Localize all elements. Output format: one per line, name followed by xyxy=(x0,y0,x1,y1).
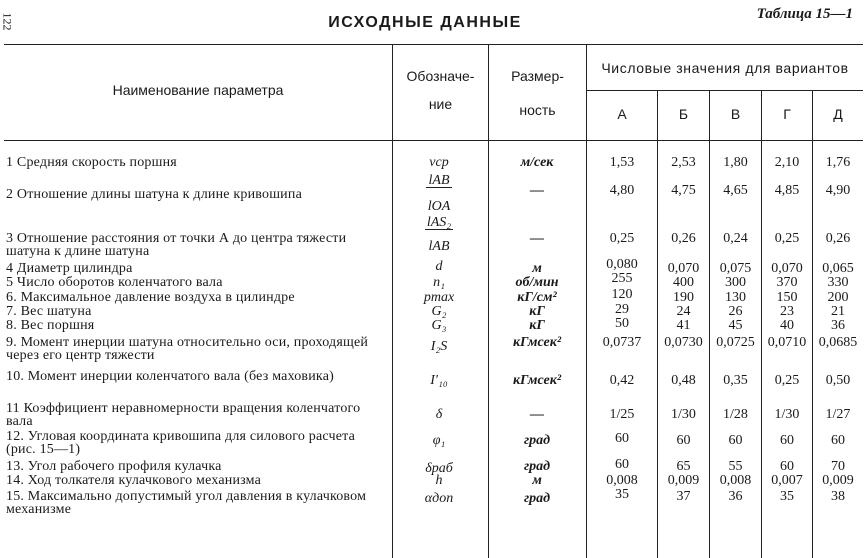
row-14-value-v: 0,008 xyxy=(719,473,752,488)
row-12-value-a: 60 xyxy=(615,431,629,446)
row-10-value-b: 0,48 xyxy=(671,373,696,388)
header-name: Наименование параметра xyxy=(112,82,284,98)
row-11-value-v: 1/28 xyxy=(723,407,748,422)
row-3-symbol-numerator: lAS₂ xyxy=(426,215,452,230)
row-15-symbol: αдоп xyxy=(424,491,454,506)
row-8-value-b: 41 xyxy=(676,318,691,333)
row-15-name: 15. Максимально допустимый угол давления в кулачковом механизме xyxy=(6,489,367,517)
row-7-value-v: 26 xyxy=(728,304,743,319)
row-2-symbol xyxy=(398,174,480,213)
row-8-symbol: G₃ xyxy=(431,318,447,333)
header-variants: Числовые значения для вариантов xyxy=(601,60,849,76)
row-3-name: 3 Отношение расстояния от точки А до центра тяжести шатуна к длине шатуна xyxy=(6,231,347,259)
header-bottom-rule xyxy=(4,140,863,141)
row-13-symbol: δраб xyxy=(425,461,453,476)
row-14-value-b: 0,009 xyxy=(667,473,700,488)
header-variant-b: Б xyxy=(678,106,689,122)
row-7-name: 7. Вес шатуна xyxy=(6,304,92,319)
header-variant-g: Г xyxy=(783,106,791,122)
row-12-value-d: 60 xyxy=(831,433,845,448)
row-9-value-v: 0,0725 xyxy=(716,335,755,350)
row-13-value-g: 60 xyxy=(780,459,794,474)
row-12-name: 12. Угловая координата кривошипа для силового расчета (рис. 15—1) xyxy=(6,429,356,457)
row-11-value-a: 1/25 xyxy=(609,407,635,422)
row-10-name: 10. Момент инерции коленчатого вала (без маховика) xyxy=(6,369,335,384)
row-1-value-g: 2,10 xyxy=(774,155,800,170)
row-8-value-g: 40 xyxy=(780,318,794,333)
row-6-symbol: pmax xyxy=(423,290,455,305)
variants-subheader-rule xyxy=(586,90,863,91)
row-10-value-d: 0,50 xyxy=(825,373,851,388)
row-1-value-b: 2,53 xyxy=(671,155,696,170)
row-4-name: 4 Диаметр цилиндра xyxy=(6,261,133,276)
row-2-value-a: 4,80 xyxy=(609,183,635,198)
row-14-dimension: м xyxy=(532,473,542,488)
row-2-name: 2 Отношение длины шатуна к длине кривошипа xyxy=(6,187,302,202)
row-14-value-a: 0,008 xyxy=(606,473,638,488)
row-1-name: 1 Средняя скорость поршня xyxy=(6,155,177,170)
row-14-value-g: 0,007 xyxy=(771,473,803,488)
row-11-value-b: 1/30 xyxy=(671,407,696,422)
row-1-symbol: vср xyxy=(429,155,449,170)
row-13-value-a: 60 xyxy=(615,457,629,472)
row-11-symbol: δ xyxy=(435,407,443,422)
row-7-value-a: 29 xyxy=(615,302,629,317)
row-6-value-g: 150 xyxy=(776,290,798,305)
row-7-symbol: G₂ xyxy=(431,304,447,319)
header-dimension-line1: Размер- xyxy=(511,68,564,84)
row-1-value-a: 1,53 xyxy=(609,155,635,170)
row-4-symbol: d xyxy=(435,259,443,274)
row-2-value-d: 4,90 xyxy=(825,183,851,198)
row-12-value-g: 60 xyxy=(780,433,794,448)
row-4-value-g: 0,070 xyxy=(771,261,803,276)
row-3-value-g: 0,25 xyxy=(774,231,800,246)
header-variant-d: Д xyxy=(833,106,843,122)
column-divider-name xyxy=(392,44,393,558)
row-11-value-g: 1/30 xyxy=(774,407,800,422)
page-number: 122 xyxy=(0,12,15,31)
row-9-value-g: 0,0710 xyxy=(767,335,807,350)
row-2-dimension: — xyxy=(530,183,544,198)
row-15-value-b: 37 xyxy=(676,489,691,504)
row-8-value-d: 36 xyxy=(831,318,845,333)
row-8-value-v: 45 xyxy=(728,318,743,333)
row-15-value-d: 38 xyxy=(831,489,845,504)
row-11-dimension: — xyxy=(530,407,544,422)
row-3-symbol-denominator: lAB xyxy=(428,239,450,254)
row-13-name: 13. Угол рабочего профиля кулачка xyxy=(6,459,222,474)
row-9-value-b: 0,0730 xyxy=(664,335,703,350)
row-3-value-b: 0,26 xyxy=(671,231,696,246)
row-15-value-a: 35 xyxy=(615,487,629,502)
row-5-value-b: 400 xyxy=(673,275,694,290)
header-variant-v: В xyxy=(730,106,741,122)
row-12-symbol: φ₁ xyxy=(432,433,446,448)
row-11-name: 11 Коэффициент неравномерности вращения коленчатого вала xyxy=(6,401,361,429)
row-5-symbol: n₁ xyxy=(433,275,445,290)
row-9-symbol: I₂S xyxy=(430,339,448,354)
row-2-value-g: 4,85 xyxy=(774,183,800,198)
row-13-dimension: град xyxy=(523,459,551,474)
row-15-value-g: 35 xyxy=(780,489,794,504)
row-7-dimension: кГ xyxy=(529,304,545,319)
row-15-dimension: град xyxy=(523,491,551,506)
row-9-value-a: 0,0737 xyxy=(602,335,642,350)
row-7-value-g: 23 xyxy=(780,304,794,319)
row-10-symbol: I′₁₀ xyxy=(430,373,448,388)
row-2-symbol-denominator: lOA xyxy=(427,199,451,214)
header-symbol-line2: ние xyxy=(428,96,453,112)
header-symbol-line1: Обозначе- xyxy=(406,68,475,84)
row-1-value-v: 1,80 xyxy=(723,155,748,170)
row-14-name: 14. Ход толкателя кулачкового механизма xyxy=(6,473,262,488)
row-11-value-d: 1/27 xyxy=(825,407,851,422)
row-2-symbol-numerator: lAB xyxy=(426,174,453,188)
row-10-value-g: 0,25 xyxy=(774,373,800,388)
row-13-value-b: 65 xyxy=(676,459,691,474)
row-13-value-v: 55 xyxy=(728,459,743,474)
row-1-value-d: 1,76 xyxy=(825,155,851,170)
row-5-value-g: 370 xyxy=(776,275,798,290)
row-9-value-d: 0,0685 xyxy=(818,335,858,350)
row-5-value-a: 255 xyxy=(611,271,633,286)
row-4-value-d: 0,065 xyxy=(822,261,854,276)
row-9-name: 9. Момент инерции шатуна относительно оси, проходящей через его центр тяжести xyxy=(6,335,369,363)
row-5-value-d: 330 xyxy=(827,275,849,290)
page-title: ИСХОДНЫЕ ДАННЫЕ xyxy=(328,14,522,31)
row-3-value-v: 0,24 xyxy=(723,231,748,246)
row-6-value-b: 190 xyxy=(673,290,694,305)
row-4-value-v: 0,075 xyxy=(719,261,752,276)
row-1-dimension: м/сек xyxy=(520,155,554,170)
row-10-value-v: 0,35 xyxy=(723,373,748,388)
row-6-value-a: 120 xyxy=(611,287,633,302)
row-2-value-v: 4,65 xyxy=(723,183,748,198)
table-label: Таблица 15—1 xyxy=(756,6,853,22)
row-6-dimension: кГ/см² xyxy=(517,290,557,305)
row-5-dimension: об/мин xyxy=(515,275,559,290)
row-7-value-b: 24 xyxy=(676,304,691,319)
row-4-value-a: 0,080 xyxy=(606,257,638,272)
row-3-dimension: — xyxy=(530,231,544,246)
header-variant-a: А xyxy=(617,106,627,122)
row-6-value-d: 200 xyxy=(827,290,849,305)
row-15-value-v: 36 xyxy=(728,489,743,504)
row-6-value-v: 130 xyxy=(725,290,746,305)
row-5-name: 5 Число оборотов коленчатого вала xyxy=(6,275,223,290)
row-7-value-d: 21 xyxy=(831,304,845,319)
header-dimension-line2: ность xyxy=(519,102,556,118)
row-10-value-a: 0,42 xyxy=(609,373,635,388)
row-10-dimension: кГмсек² xyxy=(512,373,562,388)
row-3-value-a: 0,25 xyxy=(609,231,635,246)
row-14-symbol: h xyxy=(435,473,443,488)
row-12-value-b: 60 xyxy=(676,433,691,448)
row-4-value-b: 0,070 xyxy=(667,261,700,276)
row-3-value-d: 0,26 xyxy=(825,231,851,246)
row-8-name: 8. Вес поршня xyxy=(6,318,95,333)
row-14-value-d: 0,009 xyxy=(822,473,854,488)
row-13-value-d: 70 xyxy=(831,459,845,474)
row-9-dimension: кГмсек² xyxy=(512,335,562,350)
row-2-value-b: 4,75 xyxy=(671,183,696,198)
table-top-rule xyxy=(4,44,863,45)
row-8-dimension: кГ xyxy=(529,318,545,333)
row-6-name: 6. Максимальное давление воздуха в цилиндре xyxy=(6,290,295,305)
row-8-value-a: 50 xyxy=(615,316,629,331)
row-12-value-v: 60 xyxy=(728,433,743,448)
row-12-dimension: град xyxy=(523,433,551,448)
row-3-symbol xyxy=(398,216,480,253)
row-5-value-v: 300 xyxy=(725,275,746,290)
row-4-dimension: м xyxy=(532,261,542,276)
